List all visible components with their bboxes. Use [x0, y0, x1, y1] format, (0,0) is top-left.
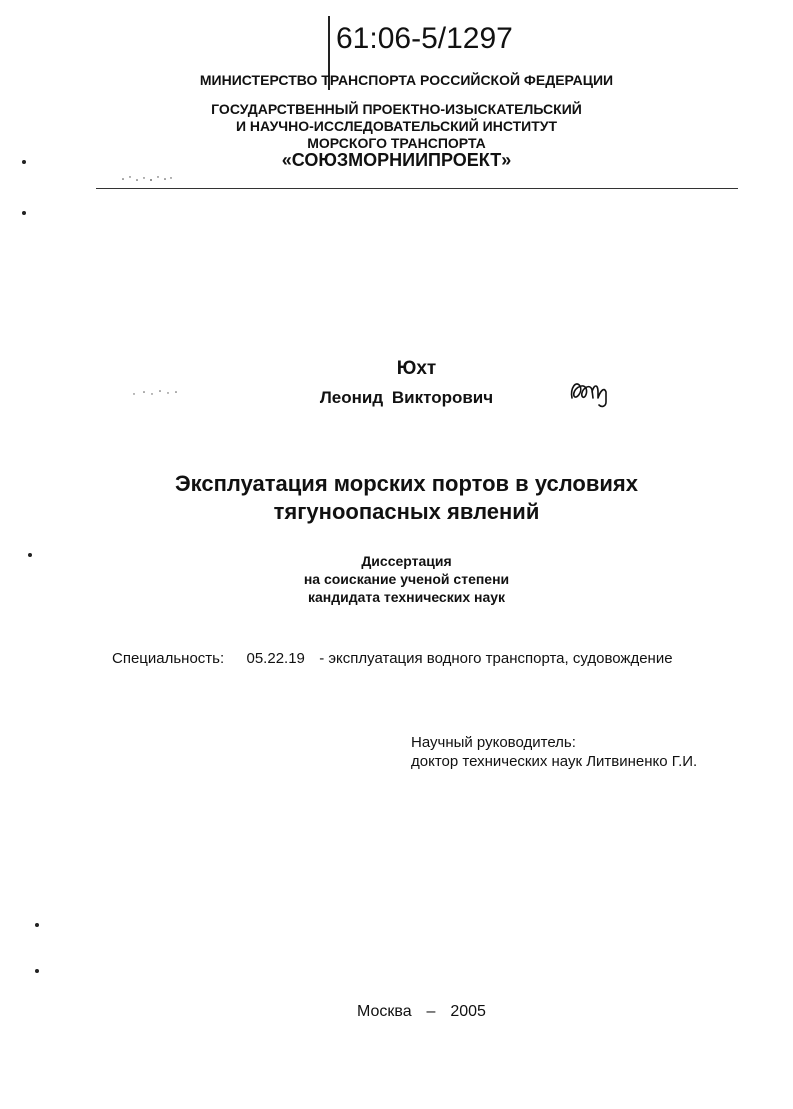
margin-dot	[22, 211, 26, 215]
dash: –	[426, 1003, 436, 1020]
supervisor-block	[411, 733, 697, 771]
signature	[566, 370, 614, 410]
author-name: Леонид Викторович	[319, 388, 494, 407]
scan-noise	[118, 174, 178, 184]
subtitle-line-1: Диссертация	[361, 553, 452, 569]
margin-dot	[22, 160, 26, 164]
archive-number: 61:06-5/1297	[336, 22, 513, 55]
city-year	[357, 1003, 486, 1021]
speciality-description: - эксплуатация водного транспорта, судовождение	[319, 650, 673, 667]
supervisor-name: доктор технических наук Литвиненко Г.И.	[411, 753, 698, 770]
speciality-label: Специальность:	[112, 650, 225, 667]
title-line-1: Эксплуатация морских портов в условиях	[175, 471, 638, 496]
institute-block	[0, 101, 793, 169]
city: Москва	[357, 1003, 412, 1020]
margin-dot	[35, 923, 39, 927]
year: 2005	[450, 1003, 486, 1020]
dissertation-title	[10, 470, 793, 526]
supervisor-label: Научный руководитель:	[411, 734, 576, 751]
institute-line-1: ГОСУДАРСТВЕННЫЙ ПРОЕКТНО-ИЗЫСКАТЕЛЬСКИЙ	[211, 101, 582, 117]
author-surname: Юхт	[396, 358, 437, 379]
dissertation-subtitle	[10, 552, 793, 606]
header-divider	[96, 188, 738, 189]
margin-dot	[35, 969, 39, 973]
institute-line-2: И НАУЧНО-ИССЛЕДОВАТЕЛЬСКИЙ ИНСТИТУТ	[235, 118, 558, 134]
speciality-code: 05.22.19	[246, 650, 305, 667]
title-line-2: тягуноопасных явлений	[273, 499, 540, 524]
ministry-heading: МИНИСТЕРСТВО ТРАНСПОРТА РОССИЙСКОЙ ФЕДЕРАЦИИ	[199, 72, 614, 88]
speciality-line	[112, 650, 673, 667]
subtitle-line-2: на соискание ученой степени	[303, 571, 510, 587]
institute-line-3: МОРСКОГО ТРАНСПОРТА	[307, 135, 486, 151]
institute-name: «СОЮЗМОРНИИПРОЕКТ»	[281, 150, 512, 170]
subtitle-line-3: кандидата технических наук	[307, 589, 506, 605]
